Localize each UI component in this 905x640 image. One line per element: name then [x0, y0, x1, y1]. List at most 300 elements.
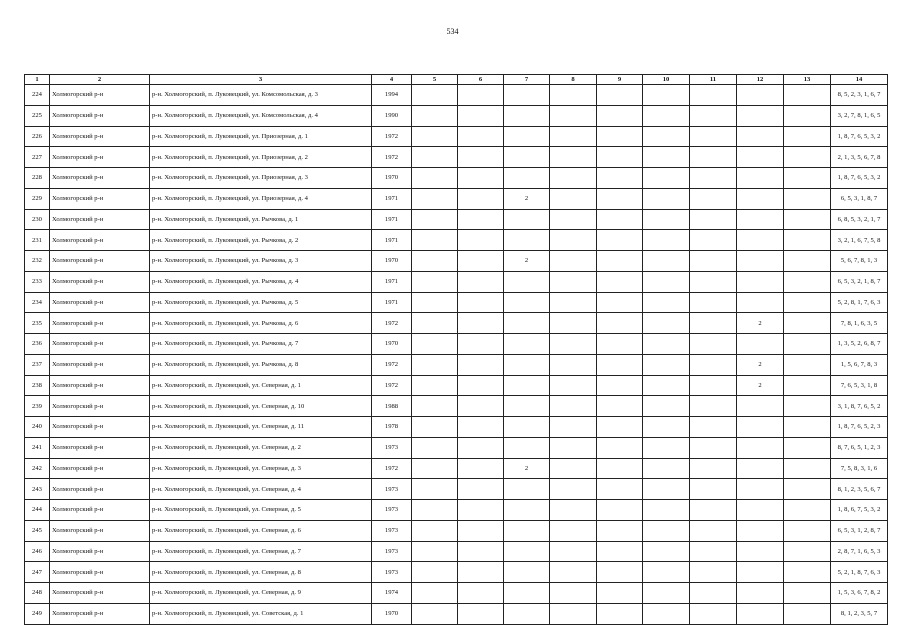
address-cell: р-н. Холмогорский, п. Луковецкий, ул. Рычкова, д. 4 [150, 271, 372, 292]
column-12-cell [737, 251, 784, 272]
district-cell: Холмогорский р-н [50, 583, 150, 604]
year-cell: 1974 [372, 583, 412, 604]
column-12-cell [737, 292, 784, 313]
header-row [25, 75, 888, 85]
table-body [25, 85, 888, 625]
year-cell: 1978 [372, 417, 412, 438]
column-9-cell [597, 147, 643, 168]
column-11-cell [690, 251, 737, 272]
year-cell: 1973 [372, 437, 412, 458]
row-number-cell: 246 [25, 541, 50, 562]
column-6-cell [458, 334, 504, 355]
district-cell: Холмогорский р-н [50, 251, 150, 272]
row-number-cell: 240 [25, 417, 50, 438]
column-10-cell [643, 230, 690, 251]
column-13-cell [784, 147, 831, 168]
codes-cell: 1, 8, 7, 6, 5, 3, 2 [831, 126, 888, 147]
column-header-11: 11 [690, 75, 737, 85]
column-11-cell [690, 147, 737, 168]
column-9-cell [597, 209, 643, 230]
column-6-cell [458, 292, 504, 313]
column-5-cell [412, 334, 458, 355]
column-header-3: 3 [150, 75, 372, 85]
column-11-cell [690, 188, 737, 209]
row-number-cell: 228 [25, 168, 50, 189]
column-12-cell: 2 [737, 313, 784, 334]
column-13-cell [784, 437, 831, 458]
column-8-cell [550, 334, 597, 355]
housing-register-table [24, 74, 888, 625]
column-10-cell [643, 313, 690, 334]
column-7-cell [504, 271, 550, 292]
column-11-cell [690, 105, 737, 126]
table-row [25, 230, 888, 251]
table-row [25, 396, 888, 417]
column-5-cell [412, 437, 458, 458]
column-13-cell [784, 126, 831, 147]
column-11-cell [690, 583, 737, 604]
column-10-cell [643, 334, 690, 355]
table-row [25, 541, 888, 562]
column-8-cell [550, 209, 597, 230]
column-5-cell [412, 458, 458, 479]
column-7-cell [504, 126, 550, 147]
table-row [25, 313, 888, 334]
column-9-cell [597, 251, 643, 272]
column-12-cell [737, 458, 784, 479]
address-cell: р-н. Холмогорский, п. Луковецкий, ул. Северная, д. 6 [150, 520, 372, 541]
codes-cell: 8, 7, 6, 5, 1, 2, 3 [831, 437, 888, 458]
column-13-cell [784, 354, 831, 375]
address-cell: р-н. Холмогорский, п. Луковецкий, ул. Комсомольская, д. 4 [150, 105, 372, 126]
year-cell: 1973 [372, 500, 412, 521]
address-cell: р-н. Холмогорский, п. Луковецкий, ул. Комсомольская, д. 3 [150, 85, 372, 106]
codes-cell: 3, 2, 7, 8, 1, 6, 5 [831, 105, 888, 126]
column-11-cell [690, 520, 737, 541]
column-10-cell [643, 209, 690, 230]
column-8-cell [550, 85, 597, 106]
district-cell: Холмогорский р-н [50, 168, 150, 189]
table-row [25, 126, 888, 147]
table-row [25, 562, 888, 583]
column-7-cell [504, 520, 550, 541]
row-number-cell: 241 [25, 437, 50, 458]
column-5-cell [412, 313, 458, 334]
table-row [25, 479, 888, 500]
column-13-cell [784, 313, 831, 334]
row-number-cell: 230 [25, 209, 50, 230]
codes-cell: 6, 5, 3, 2, 1, 8, 7 [831, 271, 888, 292]
column-11-cell [690, 230, 737, 251]
row-number-cell: 235 [25, 313, 50, 334]
column-13-cell [784, 188, 831, 209]
column-10-cell [643, 603, 690, 624]
district-cell: Холмогорский р-н [50, 334, 150, 355]
column-12-cell [737, 85, 784, 106]
codes-cell: 3, 1, 8, 7, 6, 5, 2 [831, 396, 888, 417]
column-13-cell [784, 479, 831, 500]
column-7-cell [504, 292, 550, 313]
column-header-4: 4 [372, 75, 412, 85]
column-7-cell [504, 396, 550, 417]
column-7-cell [504, 209, 550, 230]
column-11-cell [690, 396, 737, 417]
column-7-cell [504, 354, 550, 375]
year-cell: 1972 [372, 126, 412, 147]
column-6-cell [458, 396, 504, 417]
codes-cell: 6, 5, 3, 1, 8, 7 [831, 188, 888, 209]
column-8-cell [550, 354, 597, 375]
column-6-cell [458, 437, 504, 458]
column-5-cell [412, 230, 458, 251]
column-9-cell [597, 230, 643, 251]
column-7-cell [504, 562, 550, 583]
column-13-cell [784, 417, 831, 438]
column-8-cell [550, 292, 597, 313]
year-cell: 1973 [372, 479, 412, 500]
district-cell: Холмогорский р-н [50, 437, 150, 458]
table-row [25, 603, 888, 624]
district-cell: Холмогорский р-н [50, 603, 150, 624]
column-12-cell [737, 417, 784, 438]
column-9-cell [597, 313, 643, 334]
table-row [25, 188, 888, 209]
column-6-cell [458, 603, 504, 624]
codes-cell: 7, 5, 8, 3, 1, 6 [831, 458, 888, 479]
column-9-cell [597, 126, 643, 147]
column-12-cell [737, 334, 784, 355]
column-5-cell [412, 417, 458, 438]
table-header [25, 75, 888, 85]
column-12-cell [737, 188, 784, 209]
column-10-cell [643, 500, 690, 521]
column-10-cell [643, 520, 690, 541]
column-8-cell [550, 188, 597, 209]
column-7-cell [504, 583, 550, 604]
column-10-cell [643, 396, 690, 417]
row-number-cell: 227 [25, 147, 50, 168]
district-cell: Холмогорский р-н [50, 396, 150, 417]
address-cell: р-н. Холмогорский, п. Луковецкий, ул. Северная, д. 11 [150, 417, 372, 438]
column-12-cell [737, 520, 784, 541]
column-9-cell [597, 583, 643, 604]
column-10-cell [643, 479, 690, 500]
column-11-cell [690, 354, 737, 375]
column-7-cell: 2 [504, 458, 550, 479]
row-number-cell: 236 [25, 334, 50, 355]
column-12-cell [737, 230, 784, 251]
column-8-cell [550, 230, 597, 251]
codes-cell: 1, 5, 6, 7, 8, 3 [831, 354, 888, 375]
column-header-9: 9 [597, 75, 643, 85]
column-8-cell [550, 520, 597, 541]
district-cell: Холмогорский р-н [50, 479, 150, 500]
table-row [25, 520, 888, 541]
column-11-cell [690, 85, 737, 106]
column-7-cell [504, 500, 550, 521]
district-cell: Холмогорский р-н [50, 105, 150, 126]
column-8-cell [550, 500, 597, 521]
row-number-cell: 224 [25, 85, 50, 106]
column-7-cell [504, 313, 550, 334]
column-12-cell: 2 [737, 354, 784, 375]
column-10-cell [643, 354, 690, 375]
column-6-cell [458, 479, 504, 500]
year-cell: 1971 [372, 292, 412, 313]
column-12-cell [737, 583, 784, 604]
codes-cell: 6, 8, 5, 3, 2, 1, 7 [831, 209, 888, 230]
column-8-cell [550, 313, 597, 334]
column-9-cell [597, 520, 643, 541]
column-13-cell [784, 520, 831, 541]
column-9-cell [597, 500, 643, 521]
district-cell: Холмогорский р-н [50, 209, 150, 230]
address-cell: р-н. Холмогорский, п. Луковецкий, ул. Рычкова, д. 2 [150, 230, 372, 251]
column-5-cell [412, 292, 458, 313]
year-cell: 1972 [372, 354, 412, 375]
column-6-cell [458, 520, 504, 541]
codes-cell: 8, 5, 2, 3, 1, 6, 7 [831, 85, 888, 106]
row-number-cell: 234 [25, 292, 50, 313]
column-6-cell [458, 126, 504, 147]
column-11-cell [690, 313, 737, 334]
codes-cell: 7, 6, 5, 3, 1, 8 [831, 375, 888, 396]
column-11-cell [690, 479, 737, 500]
column-header-14: 14 [831, 75, 888, 85]
codes-cell: 5, 2, 8, 1, 7, 6, 3 [831, 292, 888, 313]
address-cell: р-н. Холмогорский, п. Луковецкий, ул. Рычкова, д. 3 [150, 251, 372, 272]
address-cell: р-н. Холмогорский, п. Луковецкий, ул. Рычкова, д. 5 [150, 292, 372, 313]
year-cell: 1970 [372, 168, 412, 189]
district-cell: Холмогорский р-н [50, 354, 150, 375]
column-13-cell [784, 541, 831, 562]
column-9-cell [597, 168, 643, 189]
year-cell: 1973 [372, 541, 412, 562]
column-9-cell [597, 375, 643, 396]
table-row [25, 105, 888, 126]
column-12-cell [737, 562, 784, 583]
district-cell: Холмогорский р-н [50, 292, 150, 313]
column-5-cell [412, 188, 458, 209]
district-cell: Холмогорский р-н [50, 85, 150, 106]
district-cell: Холмогорский р-н [50, 500, 150, 521]
row-number-cell: 232 [25, 251, 50, 272]
table-row [25, 458, 888, 479]
column-7-cell [504, 334, 550, 355]
column-5-cell [412, 271, 458, 292]
column-5-cell [412, 209, 458, 230]
column-13-cell [784, 500, 831, 521]
column-10-cell [643, 188, 690, 209]
column-5-cell [412, 126, 458, 147]
address-cell: р-н. Холмогорский, п. Луковецкий, ул. Приозерная, д. 1 [150, 126, 372, 147]
column-9-cell [597, 562, 643, 583]
column-6-cell [458, 458, 504, 479]
column-5-cell [412, 583, 458, 604]
column-header-13: 13 [784, 75, 831, 85]
column-9-cell [597, 396, 643, 417]
column-11-cell [690, 334, 737, 355]
column-8-cell [550, 375, 597, 396]
codes-cell: 1, 8, 7, 6, 5, 2, 3 [831, 417, 888, 438]
column-5-cell [412, 562, 458, 583]
column-12-cell [737, 209, 784, 230]
column-8-cell [550, 437, 597, 458]
column-13-cell [784, 105, 831, 126]
column-7-cell [504, 85, 550, 106]
column-13-cell [784, 375, 831, 396]
table-row [25, 147, 888, 168]
codes-cell: 8, 1, 2, 3, 5, 7 [831, 603, 888, 624]
column-9-cell [597, 188, 643, 209]
column-5-cell [412, 168, 458, 189]
year-cell: 1973 [372, 562, 412, 583]
district-cell: Холмогорский р-н [50, 313, 150, 334]
address-cell: р-н. Холмогорский, п. Луковецкий, ул. Приозерная, д. 2 [150, 147, 372, 168]
column-6-cell [458, 230, 504, 251]
column-9-cell [597, 105, 643, 126]
column-12-cell [737, 396, 784, 417]
column-13-cell [784, 458, 831, 479]
column-8-cell [550, 271, 597, 292]
column-6-cell [458, 375, 504, 396]
year-cell: 1970 [372, 334, 412, 355]
year-cell: 1990 [372, 105, 412, 126]
column-12-cell [737, 126, 784, 147]
column-10-cell [643, 85, 690, 106]
column-10-cell [643, 292, 690, 313]
row-number-cell: 242 [25, 458, 50, 479]
column-12-cell [737, 479, 784, 500]
column-5-cell [412, 85, 458, 106]
address-cell: р-н. Холмогорский, п. Луковецкий, ул. Северная, д. 10 [150, 396, 372, 417]
column-5-cell [412, 479, 458, 500]
column-5-cell [412, 541, 458, 562]
column-10-cell [643, 168, 690, 189]
column-5-cell [412, 603, 458, 624]
column-6-cell [458, 562, 504, 583]
year-cell: 1972 [372, 313, 412, 334]
table-row [25, 85, 888, 106]
address-cell: р-н. Холмогорский, п. Луковецкий, ул. Рычкова, д. 7 [150, 334, 372, 355]
column-8-cell [550, 126, 597, 147]
column-7-cell [504, 105, 550, 126]
column-8-cell [550, 458, 597, 479]
table-row [25, 209, 888, 230]
table-row [25, 251, 888, 272]
column-13-cell [784, 583, 831, 604]
column-12-cell [737, 168, 784, 189]
column-10-cell [643, 541, 690, 562]
column-11-cell [690, 458, 737, 479]
year-cell: 1994 [372, 85, 412, 106]
row-number-cell: 233 [25, 271, 50, 292]
table-row [25, 375, 888, 396]
column-13-cell [784, 396, 831, 417]
column-10-cell [643, 375, 690, 396]
column-5-cell [412, 520, 458, 541]
row-number-cell: 239 [25, 396, 50, 417]
address-cell: р-н. Холмогорский, п. Луковецкий, ул. Северная, д. 3 [150, 458, 372, 479]
year-cell: 1988 [372, 396, 412, 417]
column-6-cell [458, 147, 504, 168]
column-10-cell [643, 437, 690, 458]
codes-cell: 1, 8, 7, 6, 5, 3, 2 [831, 168, 888, 189]
column-6-cell [458, 541, 504, 562]
column-12-cell [737, 500, 784, 521]
district-cell: Холмогорский р-н [50, 375, 150, 396]
column-13-cell [784, 209, 831, 230]
column-header-7: 7 [504, 75, 550, 85]
row-number-cell: 226 [25, 126, 50, 147]
row-number-cell: 243 [25, 479, 50, 500]
column-6-cell [458, 85, 504, 106]
column-6-cell [458, 188, 504, 209]
column-7-cell [504, 541, 550, 562]
year-cell: 1972 [372, 458, 412, 479]
column-13-cell [784, 603, 831, 624]
address-cell: р-н. Холмогорский, п. Луковецкий, ул. Северная, д. 1 [150, 375, 372, 396]
column-12-cell [737, 603, 784, 624]
row-number-cell: 229 [25, 188, 50, 209]
column-10-cell [643, 417, 690, 438]
column-7-cell [504, 437, 550, 458]
column-10-cell [643, 251, 690, 272]
district-cell: Холмогорский р-н [50, 520, 150, 541]
column-9-cell [597, 437, 643, 458]
year-cell: 1970 [372, 251, 412, 272]
column-5-cell [412, 375, 458, 396]
column-13-cell [784, 85, 831, 106]
address-cell: р-н. Холмогорский, п. Луковецкий, ул. Северная, д. 4 [150, 479, 372, 500]
column-9-cell [597, 479, 643, 500]
codes-cell: 6, 5, 3, 1, 2, 8, 7 [831, 520, 888, 541]
column-11-cell [690, 168, 737, 189]
address-cell: р-н. Холмогорский, п. Луковецкий, ул. Северная, д. 5 [150, 500, 372, 521]
column-9-cell [597, 354, 643, 375]
column-header-6: 6 [458, 75, 504, 85]
column-10-cell [643, 562, 690, 583]
year-cell: 1973 [372, 520, 412, 541]
column-8-cell [550, 105, 597, 126]
table-row [25, 334, 888, 355]
address-cell: р-н. Холмогорский, п. Луковецкий, ул. Советская, д. 1 [150, 603, 372, 624]
column-9-cell [597, 271, 643, 292]
column-7-cell [504, 147, 550, 168]
district-cell: Холмогорский р-н [50, 147, 150, 168]
codes-cell: 8, 1, 2, 3, 5, 6, 7 [831, 479, 888, 500]
column-11-cell [690, 541, 737, 562]
column-9-cell [597, 292, 643, 313]
column-10-cell [643, 271, 690, 292]
district-cell: Холмогорский р-н [50, 126, 150, 147]
column-header-10: 10 [643, 75, 690, 85]
address-cell: р-н. Холмогорский, п. Луковецкий, ул. Рычкова, д. 8 [150, 354, 372, 375]
column-12-cell [737, 271, 784, 292]
column-7-cell [504, 603, 550, 624]
codes-cell: 2, 8, 7, 1, 6, 5, 3 [831, 541, 888, 562]
row-number-cell: 244 [25, 500, 50, 521]
column-9-cell [597, 603, 643, 624]
column-8-cell [550, 583, 597, 604]
codes-cell: 5, 2, 1, 8, 7, 6, 3 [831, 562, 888, 583]
address-cell: р-н. Холмогорский, п. Луковецкий, ул. Северная, д. 9 [150, 583, 372, 604]
district-cell: Холмогорский р-н [50, 271, 150, 292]
row-number-cell: 245 [25, 520, 50, 541]
column-header-12: 12 [737, 75, 784, 85]
column-11-cell [690, 603, 737, 624]
year-cell: 1972 [372, 375, 412, 396]
